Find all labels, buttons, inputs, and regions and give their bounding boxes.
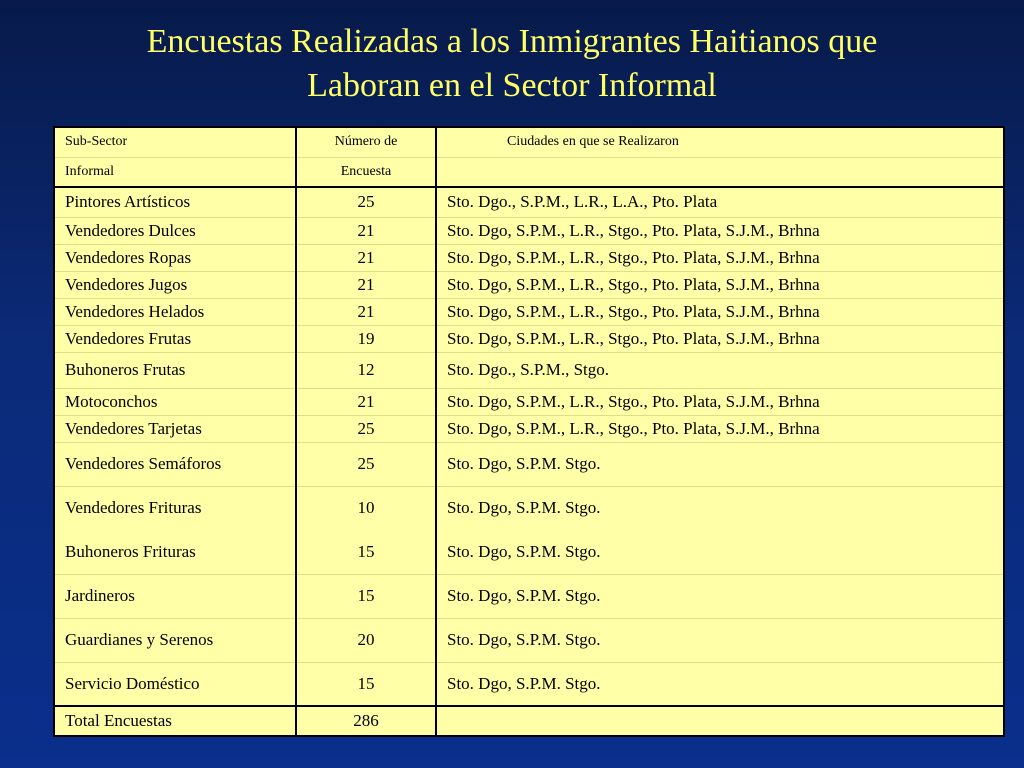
subsector-cell: Buhoneros Frituras	[54, 530, 296, 574]
header-numero: Encuesta	[296, 157, 436, 187]
table-row	[54, 486, 1004, 530]
title-line-1: Encuestas Realizadas a los Inmigrantes Haitianos que	[146, 23, 878, 60]
subsector-cell: Vendedores Dulces	[54, 217, 296, 244]
numero-cell: 25	[296, 442, 436, 486]
subsector-cell: Pintores Artísticos	[54, 187, 296, 217]
subsector-cell: Vendedores Tarjetas	[54, 415, 296, 442]
ciudades-cell: Sto. Dgo, S.P.M., L.R., Stgo., Pto. Plata, S.J.M., Brhna	[436, 298, 1004, 325]
header-ciudades: Ciudades en que se Realizaron	[436, 127, 1004, 157]
total-value: 286	[296, 706, 436, 736]
ciudades-cell: Sto. Dgo, S.P.M., L.R., Stgo., Pto. Plata, S.J.M., Brhna	[436, 217, 1004, 244]
table-row	[54, 662, 1004, 706]
table-row	[54, 217, 1004, 244]
survey-table	[53, 126, 1005, 737]
table-row	[54, 352, 1004, 388]
header-subsector: Sub-Sector	[54, 127, 296, 157]
ciudades-cell: Sto. Dgo, S.P.M., L.R., Stgo., Pto. Plata, S.J.M., Brhna	[436, 271, 1004, 298]
ciudades-cell: Sto. Dgo, S.P.M. Stgo.	[447, 498, 601, 518]
ciudades-cell: Sto. Dgo, S.P.M. Stgo.	[436, 530, 1004, 574]
ciudades-cell: Sto. Dgo, S.P.M., L.R., Stgo., Pto. Plata, S.J.M., Brhna	[436, 388, 1004, 415]
subsector-cell: Vendedores Frutas	[54, 325, 296, 352]
ciudades-cell: Sto. Dgo, S.P.M. Stgo.	[436, 618, 1004, 662]
numero-cell: 15	[296, 574, 436, 618]
subsector-cell: Motoconchos	[54, 388, 296, 415]
numero-cell: 10	[296, 486, 436, 530]
numero-cell: 15	[296, 530, 436, 574]
header-row	[54, 157, 1004, 187]
ciudades-cell: Sto. Dgo, S.P.M. Stgo.	[436, 574, 1004, 618]
table-row	[54, 325, 1004, 352]
header-numero: Número de	[296, 127, 436, 157]
total-ciudades-empty	[436, 706, 1004, 736]
subsector-cell: Vendedores Semáforos	[54, 442, 296, 486]
subsector-cell: Vendedores Ropas	[54, 244, 296, 271]
table-row	[54, 442, 1004, 486]
numero-cell: 20	[296, 618, 436, 662]
numero-cell: 21	[296, 217, 436, 244]
numero-cell: 21	[296, 388, 436, 415]
subsector-cell: Servicio Doméstico	[54, 662, 296, 706]
numero-cell: 21	[296, 244, 436, 271]
table-row	[54, 415, 1004, 442]
table-row	[54, 530, 1004, 574]
subsector-cell: Guardianes y Serenos	[54, 618, 296, 662]
subsector-cell: Buhoneros Frutas	[54, 352, 296, 388]
table-row	[54, 187, 1004, 217]
table-row	[54, 298, 1004, 325]
ciudades-cell: Sto. Dgo, S.P.M., L.R., Stgo., Pto. Plata, S.J.M., Brhna	[436, 325, 1004, 352]
numero-cell: 12	[296, 352, 436, 388]
title-line-2: Laboran en el Sector Informal	[307, 67, 717, 104]
table-row	[54, 244, 1004, 271]
table-row	[54, 271, 1004, 298]
numero-cell: 25	[296, 415, 436, 442]
table-row	[54, 388, 1004, 415]
subsector-cell: Vendedores Jugos	[54, 271, 296, 298]
subsector-cell: Jardineros	[54, 574, 296, 618]
ciudades-cell: Sto. Dgo, S.P.M. Stgo.	[436, 662, 1004, 706]
total-label: Total Encuestas	[54, 706, 296, 736]
header-ciudades	[436, 157, 1004, 187]
ciudades-cell: Sto. Dgo, S.P.M. Stgo.	[436, 442, 1004, 486]
slide-title	[0, 20, 1024, 108]
table-row	[54, 574, 1004, 618]
numero-cell: 19	[296, 325, 436, 352]
numero-cell: 21	[296, 271, 436, 298]
subsector-cell: Vendedores Helados	[54, 298, 296, 325]
header-row	[54, 127, 1004, 157]
numero-cell: 21	[296, 298, 436, 325]
ciudades-cell: Sto. Dgo, S.P.M., L.R., Stgo., Pto. Plata, S.J.M., Brhna	[436, 415, 1004, 442]
ciudades-cell: Sto. Dgo., S.P.M., Stgo.	[436, 352, 1004, 388]
table-row	[54, 618, 1004, 662]
numero-cell: 15	[296, 662, 436, 706]
ciudades-cell: Sto. Dgo, S.P.M., L.R., Stgo., Pto. Plata, S.J.M., Brhna	[436, 244, 1004, 271]
total-row	[54, 706, 1004, 736]
ciudades-cell: Sto. Dgo., S.P.M., L.R., L.A., Pto. Plata	[436, 187, 1004, 217]
subsector-cell: Vendedores Frituras	[54, 486, 296, 530]
numero-cell: 25	[296, 187, 436, 217]
header-subsector: Informal	[54, 157, 296, 187]
